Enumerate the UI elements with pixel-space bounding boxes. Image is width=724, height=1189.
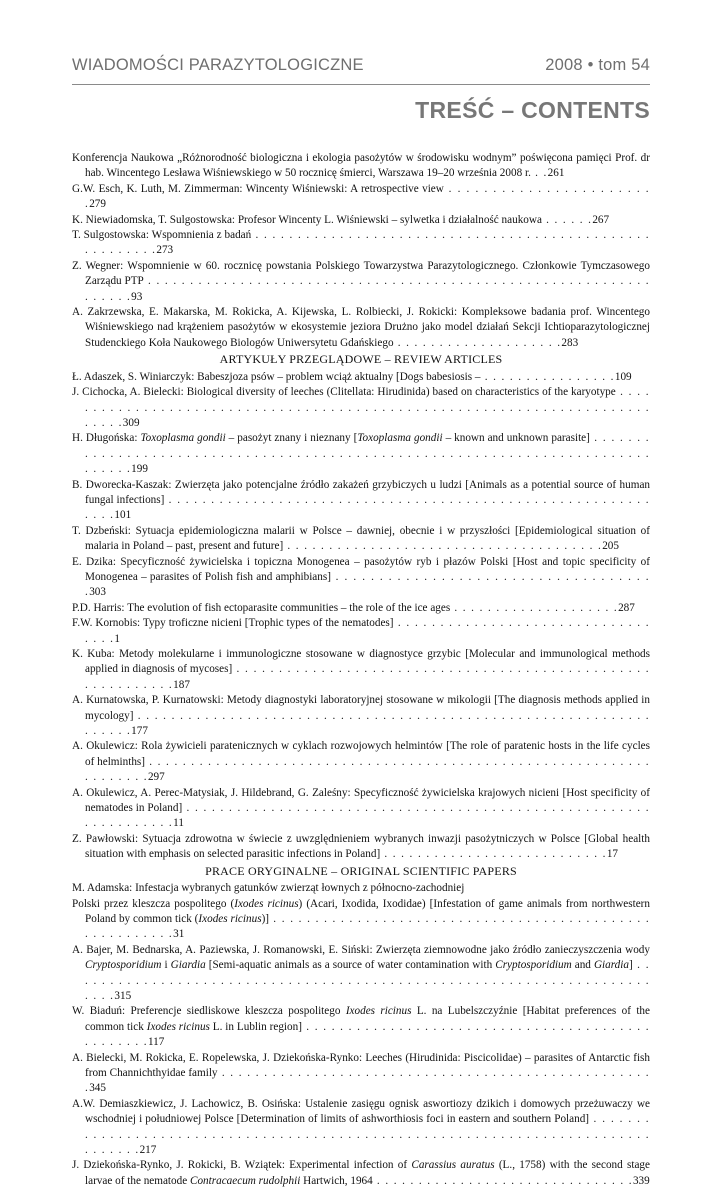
section-heading-original: PRACE ORYGINALNE – ORIGINAL SCIENTIFIC PAPERS bbox=[205, 863, 517, 878]
toc-entry: A. Okulewicz: Rola żywicieli paratenicznych w cyklach rozwojowych helmintów [The role of paratenic hosts in the life cycles of helminths] . . . . . . . . . . . . . . . . . . . . . . . . . . . . . . . . . . . . . . . . . . . . . . . . . . . . . . . . . . . . . . . . . . . .297 bbox=[72, 740, 650, 784]
toc-entry: E. Dzika: Specyficzność żywicielska i topiczna Monogenea – pasożytów ryb i płazów Polski [Host and topic specificity of Monogenea – parasites of Polish fish and amphibians] . . . . . . . . . . . . . . . . . . . . . . . . . . . . . . . . . . . . .303 bbox=[72, 555, 650, 599]
toc-entry: T. Dzbeński: Sytuacja epidemiologiczna malarii w Polsce – dawniej, obecnie i w przyszłości [Epidemiological situation of malaria in Poland – past, present and future] . . . . . . . . . . . . . . . . . . . . . . . . . . . . . . . . . . . . . .205 bbox=[72, 524, 650, 553]
toc-entry: A.W. Demiaszkiewicz, J. Lachowicz, B. Osińska: Ustalenie zasięgu ognisk aswortiozy dzikich i domowych przeżuwaczy we wschodniej i południowej Polsce [Determination of limits of ashworthiosis foci in eastern and southern Poland] . . . . . . . . . . . . . . . . . . . . . . . . . . . . . . . . . . . . . . . . . . . . . . . . . . . . . . . . . . . . . . . . . . . . . . . . . . . . . . . . .217 bbox=[72, 1097, 650, 1156]
toc-entry: B. Dworecka-Kaszak: Zwierzęta jako potencjalne źródło zakażeń grzybiczych u ludzi [Animals as a potential source of human fungal infections] . . . . . . . . . . . . . . . . . . . . . . . . . . . . . . . . . . . . . . . . . . . . . . . . . . . . . . . . . . . . .101 bbox=[72, 478, 650, 522]
page-title: TREŚĆ – CONTENTS bbox=[415, 97, 650, 123]
table-of-contents bbox=[72, 151, 650, 1189]
toc-entry: K. Kuba: Metody molekularne i immunologiczne stosowane w diagnostyce grzybic [Molecular and immunological methods applied in diagnosis of mycoses] . . . . . . . . . . . . . . . . . . . . . . . . . . . . . . . . . . . . . . . . . . . . . . . . . . . . . . . . . . . .187 bbox=[72, 648, 650, 691]
toc-entry: F.W. Kornobis: Typy troficzne nicieni [Trophic types of the nematodes] . . . . . . . . . . . . . . . . . . . . . . . . . . . . . . . . . .1 bbox=[72, 617, 650, 645]
issue-info: 2008 • tom 54 bbox=[545, 56, 650, 74]
toc-entry: H. Długońska: Toxoplasma gondii – pasożyt znany i nieznany [Toxoplasma gondii – known and unknown parasite] . . . . . . . . . . . . . . . . . . . . . . . . . . . . . . . . . . . . . . . . . . . . . . . . . . . . . . . . . . . . . . . . . . . . . . . . . . . . . . . .199 bbox=[72, 432, 650, 476]
toc-entry: A. Zakrzewska, E. Makarska, M. Rokicka, A. Kijewska, L. Rolbiecki, J. Rokicki: Kompleksowe badania prof. Wincentego Wiśniewskiego nad krążeniem pasożytów w ekosystemie jeziora Drużno jako model działań Sekcji Ichtioparazytologicznej Studenckiego Koła Naukowego Biologów Uniwersytetu Gdańskiego . . . . . . . . . . . . . . . . . . . .283 bbox=[72, 306, 650, 349]
toc-entry: J. Dziekońska-Rynko, J. Rokicki, B. Wziątek: Experimental infection of Carassius auratus (L., 1758) with the second stage larvae of the nematode Contracaecum rudolphii Hartwich, 1964 . . . . . . . . . . . . . . . . . . . . . . . . . . . . . . .339 bbox=[72, 1159, 650, 1187]
toc-entry: A. Bielecki, M. Rokicka, E. Ropelewska, J. Dziekońska-Rynko: Leeches (Hirudinida: Piscicolidae) – parasites of Antarctic fish from Channichthyidae family . . . . . . . . . . . . . . . . . . . . . . . . . . . . . . . . . . . . . . . . . . . . . . . . . . . .345 bbox=[72, 1051, 650, 1095]
toc-entry: A. Bajer, M. Bednarska, A. Paziewska, J. Romanowski, E. Siński: Zwierzęta ziemnowodne jako źródło zanieczyszczenia wody Cryptosporidium i Giardia [Semi-aquatic animals as a source of water contamination with Cryptosporidium and Giardia] . . . . . . . . . . . . . . . . . . . . . . . . . . . . . . . . . . . . . . . . . . . . . . . . . . . . . . . . . . . . . . . . . . . . . . . . .315 bbox=[72, 943, 650, 1002]
toc-entry: W. Biaduń: Preferencje siedliskowe kleszcza pospolitego Ixodes ricinus L. na Lubelszczyźnie [Habitat preferences of the common tick Ixodes ricinus L. in Lublin region] . . . . . . . . . . . . . . . . . . . . . . . . . . . . . . . . . . . . . . . . . . . . . . . . .117 bbox=[72, 1005, 650, 1049]
toc-entry: A. Okulewicz, A. Perec-Matysiak, J. Hildebrand, G. Zaleśny: Specyficzność żywicielska krajowych nicieni [Host specificity of nematodes in Poland] . . . . . . . . . . . . . . . . . . . . . . . . . . . . . . . . . . . . . . . . . . . . . . . . . . . . . . . . . . . . . . . . . .11 bbox=[72, 786, 650, 830]
toc-entry: P.D. Harris: The evolution of fish ectoparasite communities – the role of the ice ages . . . . . . . . . . . . . . . . . . . .287 bbox=[72, 601, 635, 614]
header-rule bbox=[72, 84, 650, 85]
toc-entry: J. Cichocka, A. Bielecki: Biological diversity of leeches (Clitellata: Hirudinida) based on characteristics of the karyotype . . . . . . . . . . . . . . . . . . . . . . . . . . . . . . . . . . . . . . . . . . . . . . . . . . . . . . . . . . . . . . . . . . . . . . . . . . . .309 bbox=[72, 386, 651, 429]
running-header bbox=[72, 56, 650, 75]
toc-entry: T. Sulgostowska: Wspomnienia z badań . . . . . . . . . . . . . . . . . . . . . . . . . . . . . . . . . . . . . . . . . . . . . . . . . . . . . . . .273 bbox=[72, 229, 650, 257]
toc-entry: K. Niewiadomska, T. Sulgostowska: Profesor Wincenty L. Wiśniewski – sylwetka i działalność naukowa . . . . . .267 bbox=[72, 213, 610, 226]
journal-name: WIADOMOŚCI PARAZYTOLOGICZNE bbox=[72, 56, 364, 74]
toc-entry: G.W. Esch, K. Luth, M. Zimmerman: Wincenty Wiśniewski: A retrospective view . . . . . . . . . . . . . . . . . . . . . . . .279 bbox=[72, 182, 650, 211]
toc-entry: M. Adamska: Infestacja wybranych gatunków zwierząt łownych z północno-zachodniej bbox=[72, 882, 465, 895]
toc-entry: Ł. Adaszek, S. Winiarczyk: Babeszjoza psów – problem wciąż aktualny [Dogs babesiosis – . . . . . . . . . . . . . . . .109 bbox=[72, 370, 632, 383]
toc-entry: Konferencja Naukowa „Różnorodność biologiczna i ekologia pasożytów w środowisku wodnym” poświęcona pamięci Prof. dr hab. Wincentego Lesława Wiśniewskiego w 50 rocznicę śmierci, Warszawa 19–20 września 2008 r. . .261 bbox=[72, 152, 650, 180]
toc-entry: A. Kurnatowska, P. Kurnatowski: Metody diagnostyki laboratoryjnej stosowane w mikologii [The diagnosis methods applied in mycology] . . . . . . . . . . . . . . . . . . . . . . . . . . . . . . . . . . . . . . . . . . . . . . . . . . . . . . . . . . . . . . . . . . .177 bbox=[72, 694, 650, 738]
toc-entry: Z. Wegner: Wspomnienie w 60. rocznicę powstania Polskiego Towarzystwa Parazytologicznego. Członkowie Tymczasowego Zarządu PTP . . . . . . . . . . . . . . . . . . . . . . . . . . . . . . . . . . . . . . . . . . . . . . . . . . . . . . . . . . . . . . . . . .93 bbox=[72, 259, 651, 303]
section-heading-review: ARTYKUŁY PRZEGLĄDOWE – REVIEW ARTICLES bbox=[219, 352, 503, 367]
toc-entry: Polski przez kleszcza pospolitego (Ixodes ricinus) (Acari, Ixodida, Ixodidae) [Infestation of game animals from northwestern Poland by common tick (Ixodes ricinus)] . . . . . . . . . . . . . . . . . . . . . . . . . . . . . . . . . . . . . . . . . . . . . . . . . . . . . . . .31 bbox=[72, 897, 651, 941]
toc-entry: Z. Pawłowski: Sytuacja zdrowotna w świecie z uwzględnieniem wybranych inwazji pasożytniczych w Polsce [Global health situation with emphasis on selected parasitic infections in Poland] . . . . . . . . . . . . . . . . . . . . . . . . . . .17 bbox=[72, 832, 650, 861]
